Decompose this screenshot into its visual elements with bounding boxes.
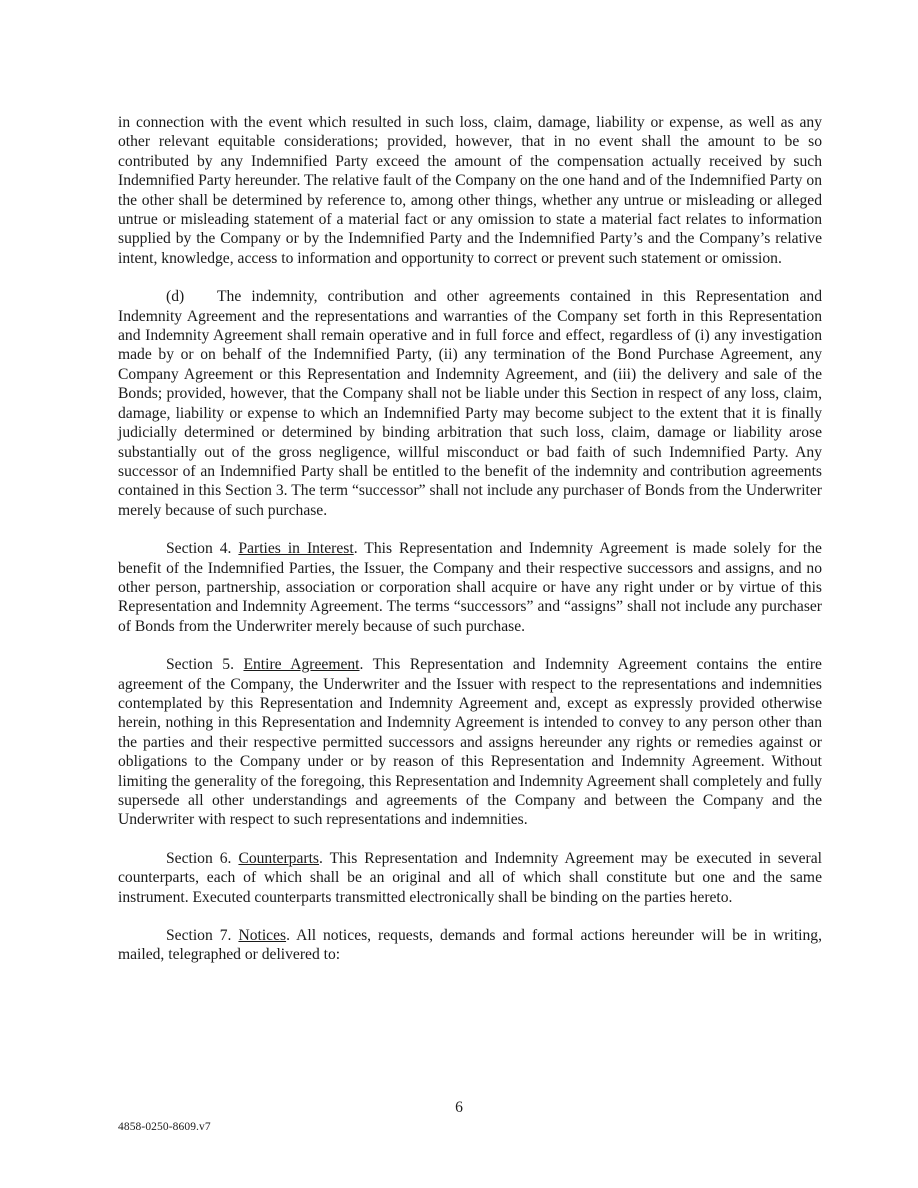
- section-number: Section 5.: [166, 656, 244, 674]
- section-6: [118, 849, 822, 907]
- section-text: . All notices, requests, demands and formal actions hereunder will be in writing, mailed, telegraphed or delivered to:: [118, 927, 822, 964]
- section-heading: Counterparts: [238, 849, 319, 867]
- paragraph-continuation: in connection with the event which resulted in such loss, claim, damage, liability or expense, as well as any other relevant equitable considerations; provided, however, that in no event shall the amount to be so contributed by any Indemnified Party exceed the amount of the compensation actually received by such Indemnified Party hereunder. The relative fault of the Company on the one hand and of the Indemnified Party on the other shall be determined by reference to, among other things, whether any untrue or misleading or alleged untrue or misleading statement of a material fact or any omission to state a material fact relates to information supplied by the Company or by the Indemnified Party and the Indemnified Party’s and the Company’s relative intent, knowledge, access to information and opportunity to correct or prevent such statement or omission.: [118, 114, 822, 267]
- section-number: Section 7.: [166, 927, 239, 945]
- document-id: 4858-0250-8609.v7: [118, 1121, 211, 1133]
- section-4: [118, 539, 822, 636]
- section-5: [118, 655, 822, 830]
- section-text: . This Representation and Indemnity Agreement may be executed in several counterparts, each of which shall be an original and all of which shall constitute but one and the same instrument. Executed counterparts transmitted electronically shall be binding on the parties hereto.: [118, 849, 822, 906]
- subsection-label: (d): [166, 288, 185, 306]
- section-heading: Parties in Interest: [238, 540, 354, 558]
- section-text: . This Representation and Indemnity Agreement contains the entire agreement of the Company, the Underwriter and the Issuer with respect to the representations and indemnities contemplated by this Representation and Indemnity Agreement and, except as expressly provided otherwise herein, nothing in this Representation and Indemnity Agreement is intended to convey to any person other than the parties and their respective permitted successors and assigns hereunder any rights or remedies against or obligations to the Company under or by reason of this Representation and Indemnity Agreement. Without limiting the generality of the foregoing, this Representation and Indemnity Agreement shall completely and fully supersede all other understandings and agreements of the Company and between the Company and the Underwriter with respect to such representations and indemnities.: [118, 656, 822, 829]
- section-text: . This Representation and Indemnity Agreement is made solely for the benefit of the Indemnified Parties, the Issuer, the Company and their respective successors and assigns, and no other person, partnership, association or corporation shall acquire or have any right under or by virtue of this Representation and Indemnity Agreement. The terms “successors” and “assigns” shall not include any purchaser of Bonds from the Underwriter merely because of such purchase.: [118, 540, 822, 635]
- section-number: Section 6.: [166, 849, 239, 867]
- section-heading: Notices: [238, 927, 287, 945]
- section-7: [118, 926, 822, 965]
- paragraph-d: [118, 287, 822, 520]
- document-page: [118, 113, 822, 984]
- page-number: 6: [455, 1099, 463, 1116]
- section-heading: Entire Agreement: [243, 656, 360, 674]
- subsection-text: The indemnity, contribution and other agreements contained in this Representation and Indemnity Agreement and the representations and warranties of the Company set forth in this Representation and Indemnity Agreement shall remain operative and in full force and effect, regardless of (i) any investigation made by or on behalf of the Indemnified Party, (ii) any termination of the Bond Purchase Agreement, any Company Agreement or this Representation and Indemnity Agreement, and (iii) the delivery and sale of the Bonds; provided, however, that the Company shall not be liable under this Section in respect of any loss, claim, damage, liability or expense to which an Indemnified Party may become subject to the extent that it is finally judicially determined or determined by binding arbitration that such loss, claim, damage or liability arose substantially out of the gross negligence, willful misconduct or bad faith of such Indemnified Party. Any successor of an Indemnified Party shall be entitled to the benefit of the indemnity and contribution agreements contained in this Section 3. The term “successor” shall not include any purchaser of Bonds from the Underwriter merely because of such purchase.: [118, 288, 822, 519]
- section-number: Section 4.: [166, 540, 239, 558]
